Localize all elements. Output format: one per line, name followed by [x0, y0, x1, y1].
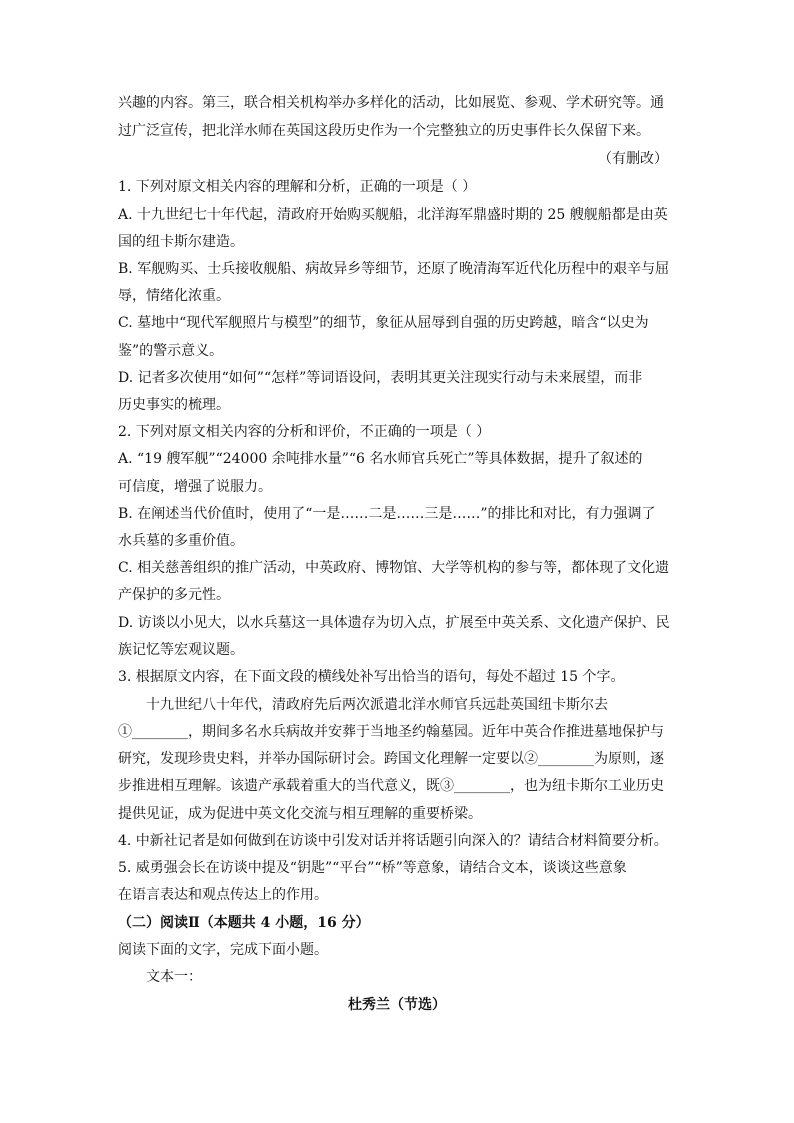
question-1-option-a-line-1: A. 十九世纪七十年代起，清政府开始购买舰船，北洋海军鼎盛时期的 25 艘舰船都是由英	[118, 207, 668, 223]
question-1-option-b-line-2: 辱，情绪化浓重。	[118, 288, 230, 304]
question-3-passage-line-4: 步推进相互理解。该遗产承载着重大的当代意义，既③________，也为纽卡斯尔工业历史	[118, 778, 664, 794]
question-3-passage-line-2: ①________，期间多名水兵病故并安葬于当地圣约翰墓园。近年中英合作推进墓地保护与	[118, 724, 664, 740]
question-3-passage-line-3: 研究，发现珍贵史料，并举办国际研讨会。跨国文化理解一定要以②________为原则，逐	[118, 751, 664, 767]
intro-paragraph-line-2: 过广泛宣传，把北洋水师在英国这段历史作为一个完整独立的历史事件长久保留下来。	[118, 123, 650, 139]
text-1-label: 文本一：	[146, 969, 202, 985]
question-2-option-c-line-2: 产保护的多元性。	[118, 587, 230, 603]
question-3-passage-line-5: 提供见证，成为促进中英文化交流与相互理解的重要桥梁。	[118, 806, 482, 822]
question-2-option-b-line-1: B. 在阐述当代价值时，使用了“一是……二是……三是……”的排比和对比，有力强调了	[118, 506, 656, 522]
question-1-option-a-line-2: 国的纽卡斯尔建造。	[118, 234, 244, 250]
question-1-stem: 1. 下列对原文相关内容的理解和分析，正确的一项是（ ）	[118, 179, 477, 195]
question-3-stem: 3. 根据原文内容，在下面文段的横线处补写出恰当的语句，每处不超过 15 个字。	[118, 669, 625, 685]
intro-paragraph-line-1: 兴趣的内容。第三，联合相关机构举办多样化的活动，比如展览、参观、学术研究等。通	[118, 95, 664, 111]
question-5-line-2: 在语言表达和观点传达上的作用。	[118, 887, 328, 903]
question-1-option-b-line-1: B. 军舰购买、士兵接收舰船、病故异乡等细节，还原了晚清海军近代化历程中的艰辛与屈	[118, 261, 670, 277]
question-5-line-1: 5. 威勇强会长在访谈中提及“钥匙”“平台”“桥”等意象，请结合文本，谈谈这些意象	[118, 860, 627, 876]
text-1-title: 杜秀兰（节选）	[348, 997, 446, 1013]
question-2-option-d-line-2: 族记忆等宏观议题。	[118, 642, 244, 658]
source-note: （有删改）	[598, 151, 668, 167]
question-1-option-d-line-1: D. 记者多次使用“如何”“怎样”等词语设问，表明其更关注现实行动与未来展望，而非	[118, 370, 643, 386]
question-2-option-a-line-2: 可信度，增强了说服力。	[118, 479, 272, 495]
section-2-heading: （二）阅读Ⅱ（本题共 4 小题，16 分）	[118, 915, 370, 931]
question-2-option-d-line-1: D. 访谈以小见大，以水兵墓这一具体遗存为切入点，扩展至中英关系、文化遗产保护、民	[118, 615, 670, 631]
question-1-option-c-line-1: C. 墓地中“现代军舰照片与模型”的细节，象征从屈辱到自强的历史跨越，暗含“以史为	[118, 315, 649, 331]
question-2-stem: 2. 下列对原文相关内容的分析和评价，不正确的一项是（ ）	[118, 424, 491, 440]
section-2-instruction: 阅读下面的文字，完成下面小题。	[118, 942, 328, 958]
question-1-option-d-line-2: 历史事实的梳理。	[118, 397, 230, 413]
question-2-option-c-line-1: C. 相关慈善组织的推广活动，中英政府、博物馆、大学等机构的参与等，都体现了文化遗	[118, 560, 670, 576]
question-3-passage-line-1: 十九世纪八十年代，清政府先后两次派遣北洋水师官兵远赴英国纽卡斯尔去	[146, 697, 608, 713]
question-2-option-b-line-2: 水兵墓的多重价值。	[118, 533, 244, 549]
question-2-option-a-line-1: A. “19 艘军舰”“24000 余吨排水量”“6 名水师官兵死亡”等具体数据，提升了叙述的	[118, 451, 643, 467]
question-1-option-c-line-2: 鉴”的警示意义。	[118, 343, 224, 359]
question-4: 4. 中新社记者是如何做到在访谈中引发对话并将话题引向深入的？请结合材料简要分析。	[118, 833, 668, 849]
